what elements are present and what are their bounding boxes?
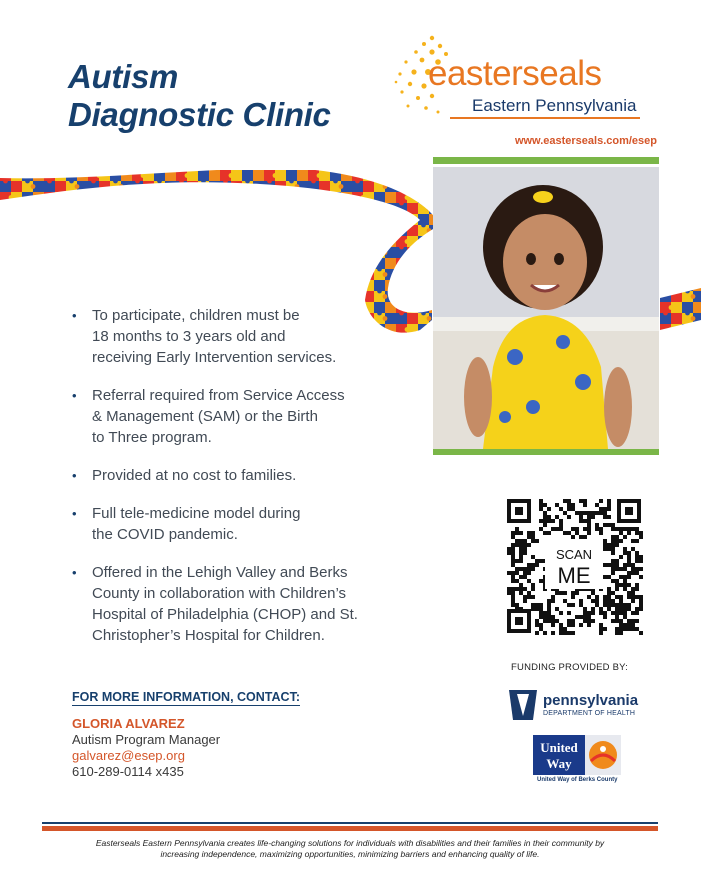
contact-name: GLORIA ALVAREZ	[72, 716, 185, 731]
contact-phone: 610-289-0114 x435	[72, 764, 184, 779]
logo-subtitle: Eastern Pennsylvania	[472, 96, 637, 115]
website-link[interactable]: www.easterseals.com/esep	[514, 135, 657, 147]
contact-email-link[interactable]: galvarez@esep.org	[72, 748, 185, 763]
united-way-logo	[533, 735, 621, 775]
list-item	[72, 385, 402, 448]
contact-role: Autism Program Manager	[72, 732, 221, 747]
contact-heading: FOR MORE INFORMATION, CONTACT:	[72, 690, 300, 704]
logo-underline	[450, 117, 640, 119]
footer-line-2: increasing independence, maximizing opportunities, minimizing barriers and enhancing quality of life.	[160, 849, 540, 859]
list-item-line: • To participate, children must be	[92, 307, 300, 324]
page-title	[68, 58, 398, 134]
pa-name: pennsylvania	[543, 692, 639, 709]
uw-caption: United Way of Berks County	[537, 777, 618, 783]
list-item	[72, 465, 402, 486]
footer-divider-accent	[42, 826, 658, 831]
list-item-line: • Full tele-medicine model during	[92, 505, 301, 522]
uw-line-1: United	[540, 740, 578, 755]
list-item-line: 18 months to 3 years old and	[92, 328, 286, 345]
list-item	[72, 562, 402, 646]
list-item-line: • Provided at no cost to families.	[92, 467, 297, 484]
list-item-line: • Offered in the Lehigh Valley and Berks	[92, 564, 348, 581]
funding-label: FUNDING PROVIDED BY:	[511, 662, 628, 673]
list-item-line: Hospital of Philadelphia (CHOP) and St.	[92, 606, 358, 623]
uw-line-2: Way	[546, 756, 572, 771]
pa-department: DEPARTMENT OF HEALTH	[543, 710, 636, 717]
easterseals-logo	[392, 32, 652, 127]
title-line-2: Diagnostic Clinic	[68, 96, 331, 133]
footer-line-1: Easterseals Eastern Pennsylvania creates life-changing solutions for individuals with disabilities and their families in their community by	[95, 838, 605, 848]
list-item	[72, 305, 402, 368]
photo-frame	[433, 157, 659, 455]
list-item-line: & Management (SAM) or the Birth	[92, 408, 318, 425]
eligibility-list	[72, 305, 402, 663]
title-line-1: Autism	[68, 58, 179, 95]
child-photo	[433, 167, 659, 449]
qr-code[interactable]	[505, 497, 643, 635]
footer-mission	[50, 838, 650, 860]
list-item-line: receiving Early Intervention services.	[92, 349, 337, 366]
list-item	[72, 503, 402, 545]
list-item-line: Christopher’s Hospital for Children.	[92, 627, 325, 644]
contact-block	[72, 716, 220, 780]
list-item-line: the COVID pandemic.	[92, 526, 238, 543]
footer-divider	[42, 822, 658, 824]
logo-wordmark: easterseals	[428, 54, 602, 93]
qr-scan-label: SCAN	[555, 547, 593, 562]
list-item-line: • Referral required from Service Access	[92, 387, 345, 404]
keystone-icon	[507, 688, 539, 722]
pennsylvania-logo	[507, 686, 647, 724]
qr-me-label: ME	[557, 563, 591, 588]
list-item-line: to Three program.	[92, 429, 212, 446]
list-item-line: County in collaboration with Children’s	[92, 585, 347, 602]
united-way-icon	[533, 735, 621, 775]
